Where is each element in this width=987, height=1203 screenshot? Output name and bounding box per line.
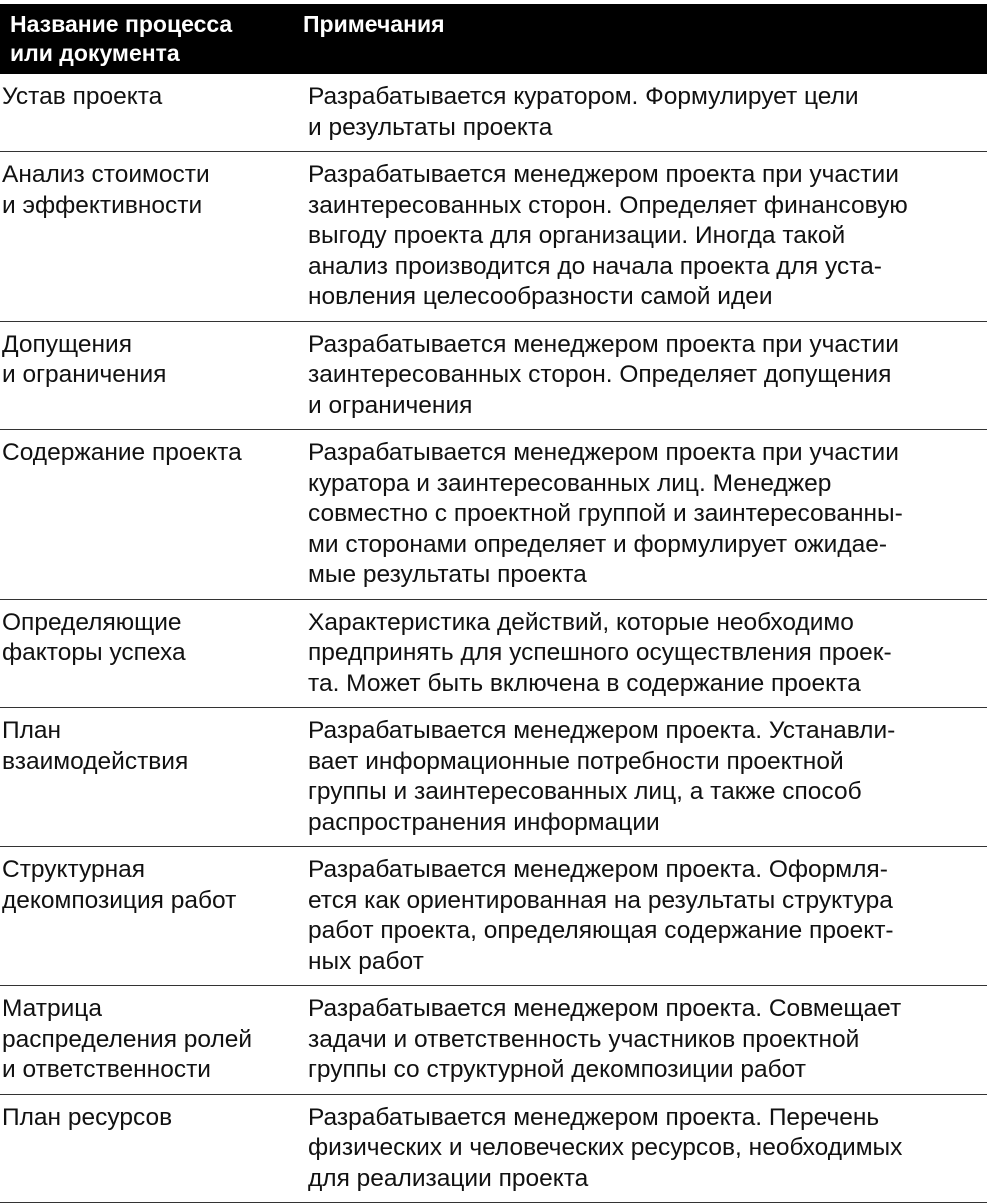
table-row [0,986,987,1095]
table-row [0,322,987,431]
table-header [0,4,987,74]
row-name: Анализ стоимости и эффективности [0,152,295,321]
row-note: Разрабатывается менеджером проекта при участии заинтересованных сторон. Определяет финансовую выгоду проекта для организации. Иногда такой анализ производится до начала проекта для уста- новления целесообразности самой идеи [295,152,987,321]
table-row [0,152,987,322]
row-name: Допущения и ограничения [0,322,295,430]
table-row [0,708,987,847]
row-note: Разрабатывается менеджером проекта. Устанавли- вает информационные потребности проектной группы и заинтересованных лиц, а также способ распространения информации [295,708,987,846]
row-note: Разрабатывается куратором. Формулирует цели и результаты проекта [295,74,987,151]
table-row [0,1095,987,1203]
table-row [0,600,987,709]
row-name: План ресурсов [0,1095,295,1203]
table-row [0,430,987,600]
row-note: Разрабатывается менеджером проекта при участии заинтересованных сторон. Определяет допущения и ограничения [295,322,987,430]
row-name: Устав проекта [0,74,295,151]
table-row [0,847,987,986]
row-name: Определяющие факторы успеха [0,600,295,708]
header-notes: Примечания [295,4,987,72]
table-row [0,74,987,152]
row-name: Матрица распределения ролей и ответственности [0,986,295,1094]
row-name: Содержание проекта [0,430,295,599]
row-note: Разрабатывается менеджером проекта. Совмещает задачи и ответственность участников проектной группы со структурной декомпозиции работ [295,986,987,1094]
row-note: Разрабатывается менеджером проекта. Оформля- ется как ориентированная на результаты структура работ проекта, определяющая содержание проект- ных работ [295,847,987,985]
row-note: Разрабатывается менеджером проекта при участии куратора и заинтересованных лиц. Менеджер совместно с проектной группой и заинтересованны- ми сторонами определяет и формулирует ожидае- мые результаты проекта [295,430,987,599]
header-process-name: Название процесса или документа [0,4,295,72]
row-note: Характеристика действий, которые необходимо предпринять для успешного осуществления проек- та. Может быть включена в содержание проекта [295,600,987,708]
row-name: Структурная декомпозиция работ [0,847,295,985]
process-document-table [0,4,987,1203]
row-name: План взаимодействия [0,708,295,846]
row-note: Разрабатывается менеджером проекта. Перечень физических и человеческих ресурсов, необходимых для реализации проекта [295,1095,987,1203]
